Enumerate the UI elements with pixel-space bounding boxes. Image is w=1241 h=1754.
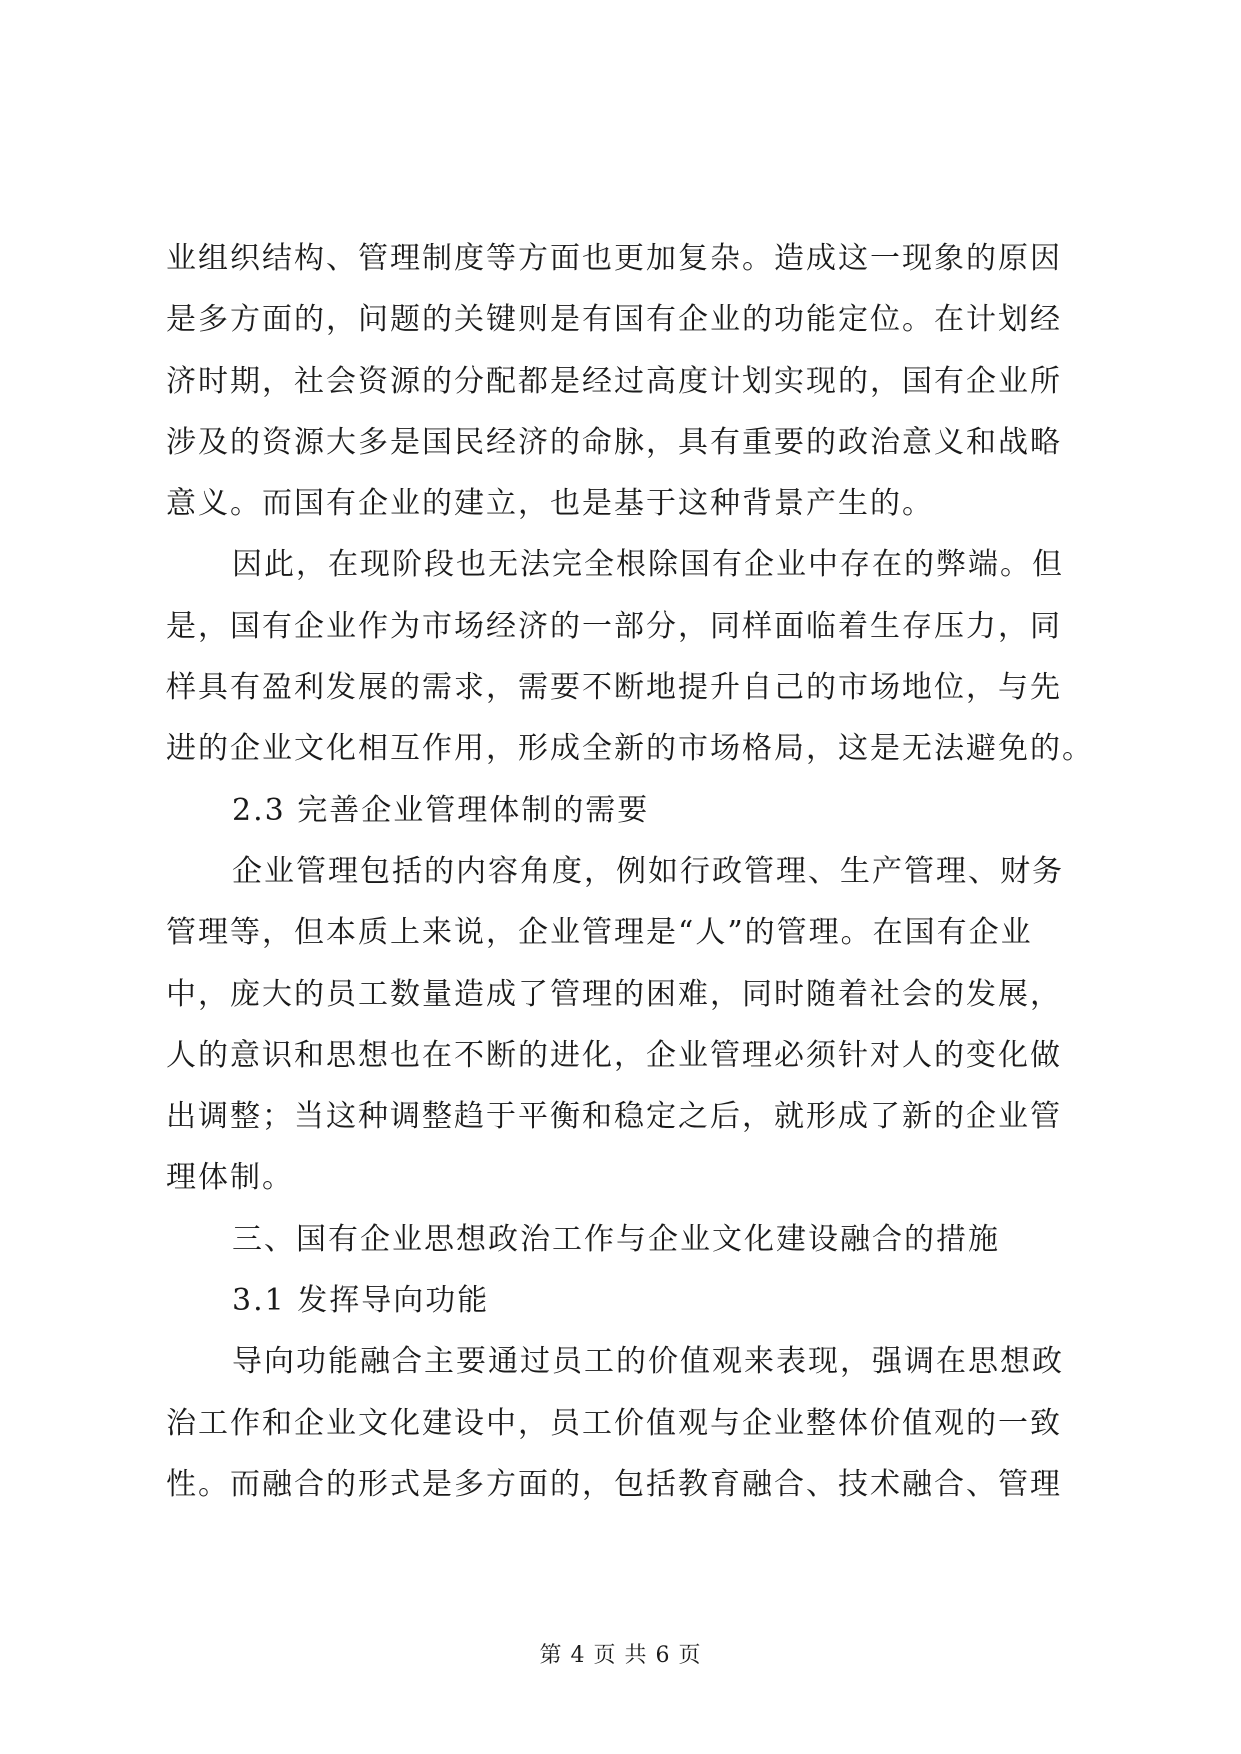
text-line: 人的意识和思想也在不断的进化，企业管理必须针对人的变化做: [166, 1037, 1062, 1073]
text-line: 出调整；当这种调整趋于平衡和稳定之后，就形成了新的企业管: [166, 1099, 1062, 1135]
text-line: 是多方面的，问题的关键则是有国有企业的功能定位。在计划经: [166, 302, 1062, 338]
text-line: 意义。而国有企业的建立，也是基于这种背景产生的。: [166, 486, 934, 522]
chapter-heading: 三、国有企业思想政治工作与企业文化建设融合的措施: [232, 1221, 1000, 1257]
paragraph-start: 因此，在现阶段也无法完全根除国有企业中存在的弊端。但: [232, 547, 1064, 583]
text-line: 性。而融合的形式是多方面的，包括教育融合、技术融合、管理: [166, 1466, 1062, 1502]
section-heading: 2.3 完善企业管理体制的需要: [232, 792, 650, 828]
text-line: 涉及的资源大多是国民经济的命脉，具有重要的政治意义和战略: [166, 424, 1062, 460]
section-heading: 3.1 发挥导向功能: [232, 1283, 490, 1319]
text-line: 管理等，但本质上来说，企业管理是“人”的管理。在国有企业: [166, 915, 1033, 951]
text-line: 是，国有企业作为市场经济的一部分，同样面临着生存压力，同: [166, 608, 1062, 644]
text-line: 进的企业文化相互作用，形成全新的市场格局，这是无法避免的。: [166, 731, 1094, 767]
paragraph-start: 导向功能融合主要通过员工的价值观来表现，强调在思想政: [232, 1344, 1064, 1380]
paragraph-start: 企业管理包括的内容角度，例如行政管理、生产管理、财务: [232, 853, 1064, 889]
text-line: 样具有盈利发展的需求，需要不断地提升自己的市场地位，与先: [166, 670, 1062, 706]
text-line: 济时期，社会资源的分配都是经过高度计划实现的，国有企业所: [166, 363, 1062, 399]
text-line: 治工作和企业文化建设中，员工价值观与企业整体价值观的一致: [166, 1405, 1062, 1441]
page-footer: 第 4 页 共 6 页: [539, 1643, 702, 1668]
text-line: 业组织结构、管理制度等方面也更加复杂。造成这一现象的原因: [166, 241, 1062, 276]
text-line: 理体制。: [166, 1160, 294, 1196]
body-text: [166, 228, 1094, 1515]
text-line: 中，庞大的员工数量造成了管理的困难，同时随着社会的发展，: [166, 976, 1062, 1012]
